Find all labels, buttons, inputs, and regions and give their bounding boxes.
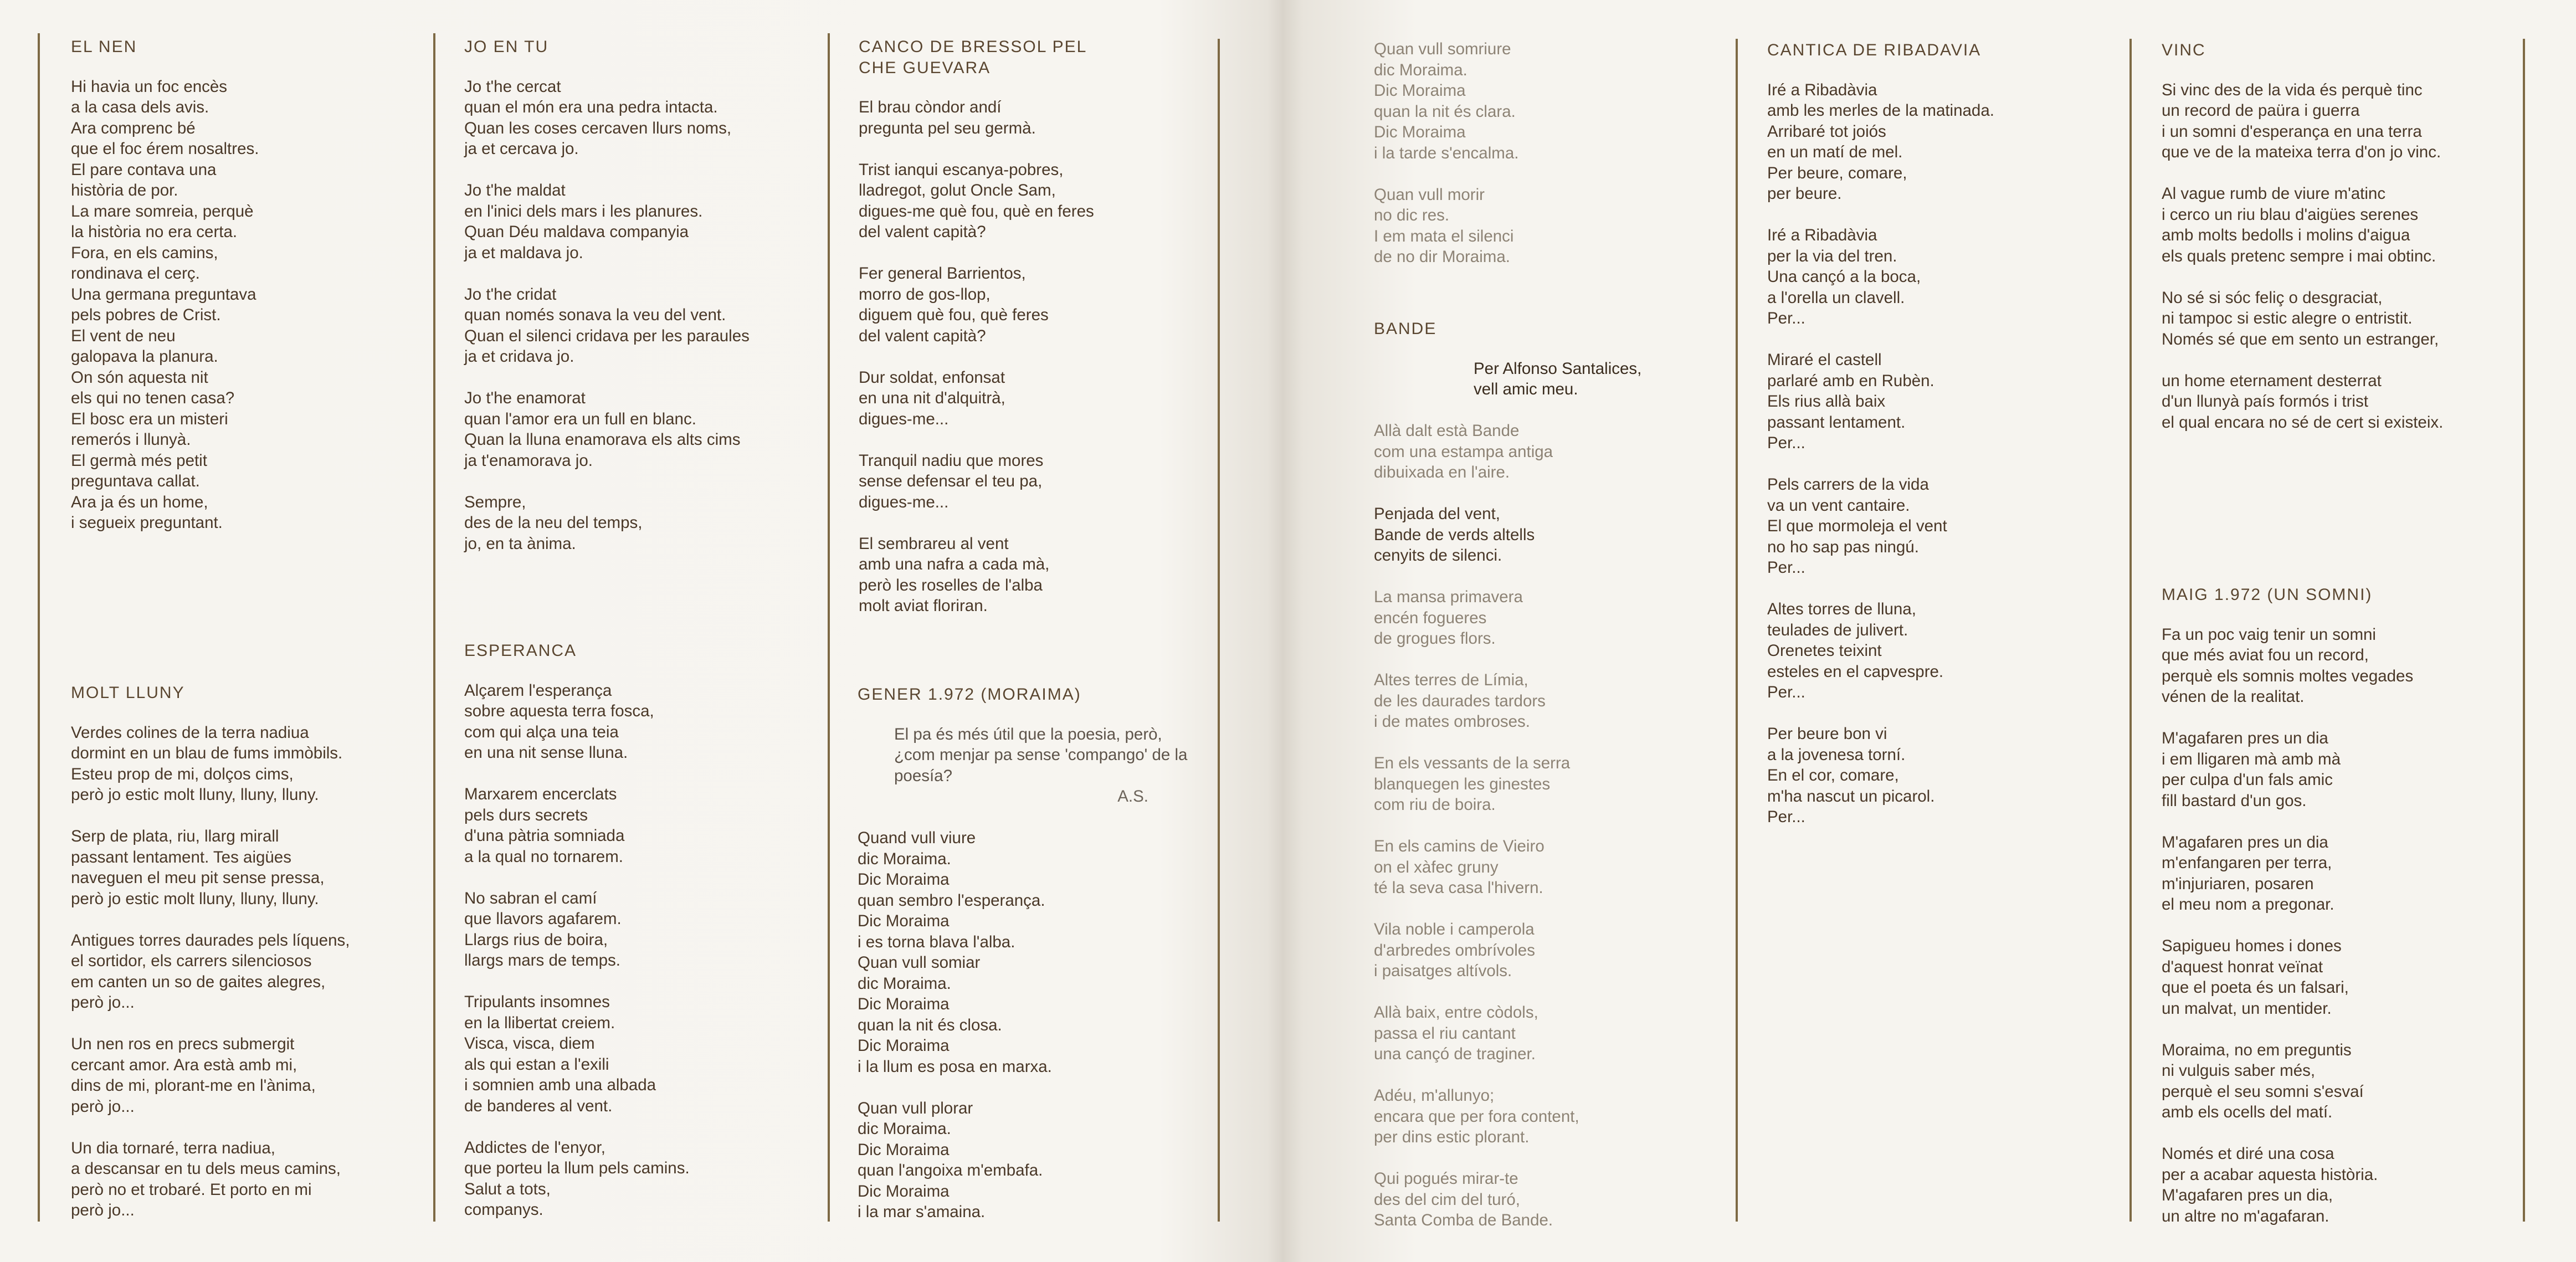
stanza: Alçarem l'esperança sobre aquesta terra fosca, com qui alça una teia en una nit sense lluna. bbox=[464, 681, 654, 762]
stanza: Un dia tornaré, terra nadiua, a descansar en tu dels meus camins, però no et trobaré. Et porto en mi però jo... bbox=[71, 1138, 341, 1219]
stanza: Al vague rumb de viure m'atinc i cerco un riu blau d'aigües serenes amb molts bedolls i molins d'aigua els quals pretenc sempre i mai obtinc. bbox=[2162, 184, 2436, 265]
poem-title: GENER 1.972 (MORAIMA) bbox=[858, 685, 1081, 704]
stanza: Jo t'he cridat quan només sonava la veu del vent. Quan el silenci cridava per les paraules ja et cridava jo. bbox=[464, 285, 750, 366]
stanza: Quan vull plorar dic Moraima. Dic Moraima quan l'angoixa m'embafa. Dic Moraima i la mar s'amaina. bbox=[858, 1099, 1043, 1221]
poem-title: BANDE bbox=[1374, 320, 1437, 338]
stanza: M'agafaren pres un dia m'enfangaren per terra, m'injuriaren, posaren el meu nom a pregonar. bbox=[2162, 833, 2334, 914]
column-rule bbox=[38, 33, 40, 1222]
stanza: Per beure bon vi a la jovenesa torní. En el cor, comare, m'ha nascut un picarol. Per... bbox=[1767, 725, 1935, 826]
stanza: Penjada del vent, Bande de verds altells cenyits de silenci. bbox=[1374, 505, 1535, 565]
poem-bande bbox=[1374, 319, 1728, 1251]
poem-gener-1972 bbox=[858, 684, 1215, 1243]
stanza: En els camins de Vieiro on el xàfec gruny té la seva casa l'hivern. bbox=[1374, 837, 1544, 897]
stanza: Només et diré una cosa per a acabar aquesta història. M'agafaren pres un dia, un altre no m'agafaran. bbox=[2162, 1145, 2378, 1225]
poem-vinc bbox=[2162, 40, 2516, 454]
column-rule bbox=[1736, 39, 1738, 1222]
stanza: El sembrareu al vent amb una nafra a cada mà, però les roselles de l'alba molt aviat floriran. bbox=[859, 534, 1050, 615]
poem-maig-1972 bbox=[2162, 584, 2516, 1248]
stanza: Pels carrers de la vida va un vent cantaire. El que mormoleja el vent no ho sap pas ningú. Per... bbox=[1767, 475, 1947, 577]
stanza: Verdes colines de la terra nadiua dormint en un blau de fums immòbils. Esteu prop de mi, dolços cims, però jo estic molt lluny, lluny, lluny. bbox=[71, 723, 343, 804]
poem-jo-en-tu bbox=[464, 37, 808, 575]
stanza: El brau còndor andí pregunta pel seu germà. bbox=[859, 98, 1036, 137]
stanza: Allà baix, entre còdols, passa el riu cantant una cançó de traginer. bbox=[1374, 1003, 1538, 1063]
stanza: Jo t'he cercat quan el món era una pedra intacta. Quan les coses cercaven llurs noms, ja et cercava jo. bbox=[464, 77, 732, 158]
stanza: Trist ianqui escanya-pobres, lladregot, golut Oncle Sam, digues-me què fou, què en feres del valent capità? bbox=[859, 160, 1094, 241]
poem-text: Hi havia un foc encès a la casa dels avis. Ara comprenc bé que el foc érem nosaltres. El pare contava una història de por. La mare somreia, perquè la història no era certa. Fora, en els camins, rondinava el cerç. Una germana preguntava pels pobres de Crist. El vent de neu galopava la planura. On són aquesta nit els qui no tenen casa? El bosc era un misteri remerós i llunyà. El germà més petit preguntava callat. Ara ja és un home, i segueix preguntant. bbox=[71, 77, 259, 532]
poem-gener-continued bbox=[1374, 39, 1717, 288]
stanza: Dur soldat, enfonsat en una nit d'alquitrà, digues-me... bbox=[859, 368, 1005, 428]
poem-esperanca bbox=[464, 640, 808, 1241]
poem-title: MAIG 1.972 (UN SOMNI) bbox=[2162, 586, 2373, 604]
column-rule bbox=[2129, 39, 2132, 1222]
column-rule bbox=[2523, 39, 2525, 1222]
stanza: Tripulants insomnes en la llibertat creiem. Visca, visca, diem als qui estan a l'exili i somnien amb una albada de banderes al vent. bbox=[464, 993, 656, 1115]
stanza: Sapigueu homes i dones d'aquest honrat veïnat que el poeta és un falsari, un malvat, un mentider. bbox=[2162, 937, 2349, 1018]
stanza: M'agafaren pres un dia i em lligaren mà amb mà per culpa d'un fals amic fill bastard d'un gos. bbox=[2162, 729, 2341, 810]
stanza: Antigues torres daurades pels líquens, el sortidor, els carrers silenciosos em canten un so de gaites alegres, però jo... bbox=[71, 931, 350, 1012]
stanza: Jo t'he maldat en l'inici dels mars i les planures. Quan Déu maldava companyia ja et maldava jo. bbox=[464, 181, 703, 262]
stanza: No sé si sóc feliç o desgraciat, ni tampoc si estic alegre o entristit. Només sé que em sento un estranger, bbox=[2162, 288, 2439, 348]
poem-cantica-de-ribadavia bbox=[1767, 40, 2111, 848]
stanza: Qui pogués mirar-te des del cim del turó, Santa Comba de Bande. bbox=[1374, 1169, 1553, 1229]
poem-title: MOLT LLUNY bbox=[71, 684, 185, 702]
poem-title: CANTICA DE RIBADAVIA bbox=[1767, 41, 1982, 59]
stanza: No sabran el camí que llavors agafarem. Llargs rius de boira, llargs mars de temps. bbox=[464, 889, 622, 969]
stanza: Vila noble i camperola d'arbredes ombrívoles i paisatges altívols. bbox=[1374, 920, 1535, 980]
stanza: Allà dalt està Bande com una estampa antiga dibuixada en l'aire. bbox=[1374, 422, 1553, 481]
stanza: un home eternament desterrat d'un llunyà país formós i trist el qual encara no sé de cert si existeix. bbox=[2162, 371, 2444, 432]
poem-el-nen bbox=[71, 37, 414, 554]
epigraph-author: A.S. bbox=[1117, 787, 1148, 806]
poem-molt-lluny bbox=[71, 683, 414, 1242]
column-rule bbox=[828, 33, 830, 1222]
stanza: Adéu, m'allunyo; encara que per fora content, per dins estic plorant. bbox=[1374, 1086, 1579, 1146]
stanza: Fer general Barrientos, morro de gos-llop, diguem què fou, què feres del valent capità? bbox=[859, 264, 1049, 345]
stanza: Tranquil nadiu que mores sense defensar el teu pa, digues-me... bbox=[859, 451, 1044, 511]
poem-title: VINC bbox=[2162, 41, 2206, 59]
poem-canco-de-bressol bbox=[859, 37, 1213, 637]
stanza: Altes torres de lluna, teulades de julivert. Orenetes teixint esteles en el capvespre. Per... bbox=[1767, 600, 1944, 701]
poem-title: CANCO DE BRESSOL PEL CHE GUEVARA bbox=[859, 38, 1087, 77]
stanza: Fa un poc vaig tenir un somni que més aviat fou un record, perquè els somnis moltes vegades vénen de la realitat. bbox=[2162, 625, 2414, 706]
stanza: Serp de plata, riu, llarg mirall passant lentament. Tes aigües naveguen el meu pit sense pressa, però jo estic molt lluny, lluny, lluny. bbox=[71, 827, 325, 908]
stanza: Sempre, des de la neu del temps, jo, en ta ànima. bbox=[464, 493, 643, 553]
stanza: Quand vull viure dic Moraima. Dic Moraima quan sembro l'esperança. Dic Moraima i es torna blava l'alba. Quan vull somiar dic Moraima. Dic Moraima quan la nit és closa. Dic Moraima i la llum es posa en marxa. bbox=[858, 829, 1052, 1076]
stanza: Iré a Ribadàvia per la via del tren. Una cançó a la boca, a l'orella un clavell. Per... bbox=[1767, 226, 1921, 327]
dedication: Per Alfonso Santalices, vell amic meu. bbox=[1474, 359, 1642, 398]
stanza: Iré a Ribadàvia amb les merles de la matinada. Arribaré tot joiós en un matí de mel. Per beure, comare, per beure. bbox=[1767, 80, 1994, 203]
stanza: Un nen ros en precs submergit cercant amor. Ara està amb mi, dins de mi, plorant-me en l'ànima, però jo... bbox=[71, 1035, 316, 1116]
stanza: Moraima, no em preguntis ni vulguis saber més, perquè el seu somni s'esvaí amb els ocells del matí. bbox=[2162, 1040, 2364, 1121]
stanza: La mansa primavera encén fogueres de grogues flors. bbox=[1374, 588, 1523, 648]
stanza: Jo t'he enamorat quan l'amor era un full en blanc. Quan la lluna enamorava els alts cims ja t'enamorava jo. bbox=[464, 389, 741, 470]
stanza: Addictes de l'enyor, que porteu la llum pels camins. Salut a tots, companys. bbox=[464, 1138, 690, 1219]
poem-title: ESPERANCA bbox=[464, 642, 577, 660]
poem-title: EL NEN bbox=[71, 38, 137, 56]
stanza: Marxarem encerclats pels durs secrets d'una pàtria somniada a la qual no tornarem. bbox=[464, 785, 625, 866]
stanza: Quan vull morir no dic res. I em mata el silenci de no dir Moraima. bbox=[1374, 185, 1514, 266]
stanza: Si vinc des de la vida és perquè tinc un record de paüra i guerra i un somni d'esperança en una terra que ve de la mateixa terra d'on jo vinc. bbox=[2162, 80, 2441, 161]
stanza: Miraré el castell parlaré amb en Rubèn. Els rius allà baix passant lentament. Per... bbox=[1767, 351, 1934, 452]
poem-title: JO EN TU bbox=[464, 38, 549, 56]
epigraph: El pa és més útil que la poesia, però, ¿com menjar pa sense 'compango' de la poesía? bbox=[894, 725, 1188, 785]
stanza: Quan vull somriure dic Moraima. Dic Moraima quan la nit és clara. Dic Moraima i la tarde s'encalma. bbox=[1374, 40, 1519, 162]
column-rule bbox=[1218, 39, 1220, 1222]
column-rule bbox=[433, 33, 435, 1222]
stanza: Altes terres de Límia, de les daurades tardors i de mates ombroses. bbox=[1374, 671, 1546, 731]
stanza: En els vessants de la serra blanquegen les ginestes com riu de boira. bbox=[1374, 754, 1571, 814]
